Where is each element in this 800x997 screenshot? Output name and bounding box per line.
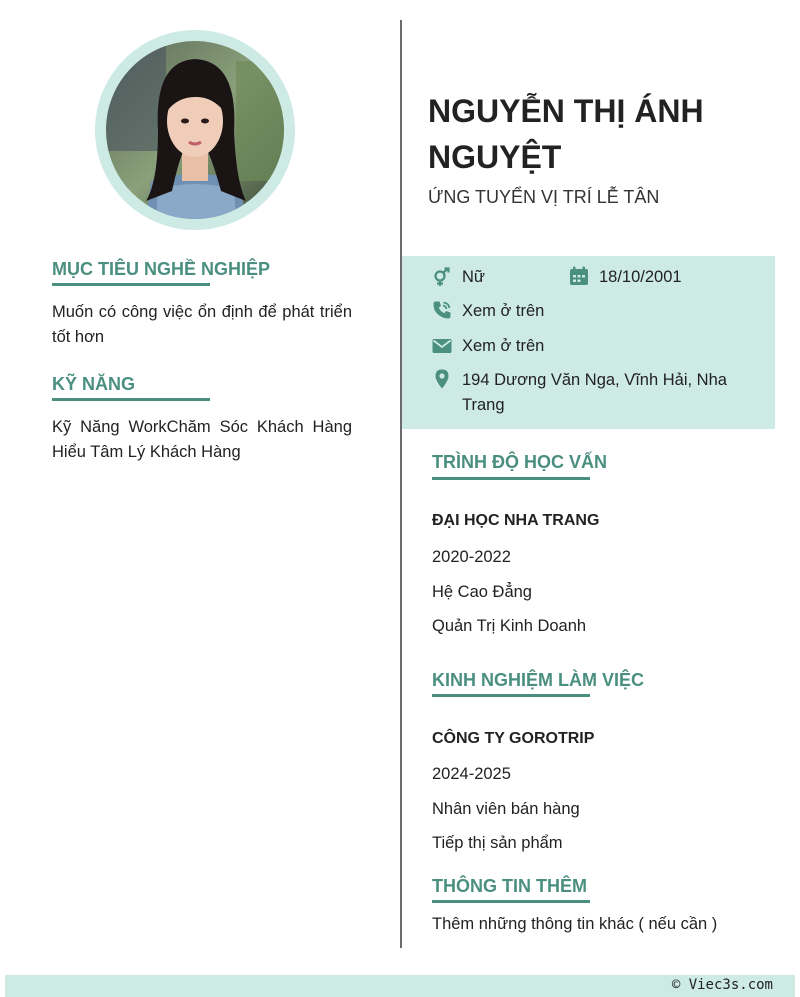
contact-panel [402, 256, 775, 429]
objective-underline [52, 283, 210, 286]
education-title: TRÌNH ĐỘ HỌC VẤN [432, 452, 607, 472]
avatar-frame [95, 30, 295, 230]
experience-underline [432, 694, 590, 697]
extra-text: Thêm những thông tin khác ( nếu cần ) [432, 915, 718, 933]
email-value: Xem ở trên [462, 337, 545, 355]
experience-years: 2024-2025 [432, 765, 511, 783]
email-icon [432, 336, 452, 356]
footer-credit: © Viec3s.com [671, 977, 773, 993]
phone-value: Xem ở trên [462, 302, 545, 320]
experience-title: KINH NGHIỆM LÀM VIỆC [432, 670, 645, 690]
applied-position: ỨNG TUYỂN VỊ TRÍ LỄ TÂN [428, 187, 660, 207]
address-value: 194 Dương Văn Nga, Vĩnh Hải, Nha Trang [462, 371, 727, 414]
education-level: Hệ Cao Đẳng [432, 583, 532, 601]
location-pin-icon [432, 369, 452, 389]
experience-role: Nhân viên bán hàng [432, 800, 580, 818]
avatar [106, 41, 284, 219]
objective-text: Muốn có công việc ổn định để phát triển tốt hơn [52, 303, 352, 346]
skills-underline [52, 398, 210, 401]
objective-title: MỤC TIÊU NGHỀ NGHIỆP [52, 259, 271, 279]
gender-icon [432, 267, 452, 287]
experience-company: CÔNG TY GOROTRIP [432, 730, 595, 747]
birthdate-value: 18/10/2001 [599, 268, 682, 286]
experience-duty: Tiếp thị sản phẩm [432, 834, 563, 852]
calendar-icon [569, 266, 589, 286]
extra-underline [432, 900, 590, 903]
column-divider [400, 20, 402, 948]
footer-bar [5, 975, 795, 997]
education-underline [432, 477, 590, 480]
education-major: Quản Trị Kinh Doanh [432, 617, 587, 635]
skills-text: Kỹ Năng WorkChăm Sóc Khách Hàng Hiểu Tâm Lý Khách Hàng [52, 418, 352, 461]
education-school: ĐẠI HỌC NHA TRANG [432, 512, 600, 529]
extra-title: THÔNG TIN THÊM [432, 876, 587, 896]
skills-title: KỸ NĂNG [52, 374, 136, 394]
candidate-name: NGUYỄN THỊ ÁNH NGUYỆT [428, 93, 704, 175]
phone-icon [432, 300, 452, 320]
education-years: 2020-2022 [432, 548, 511, 566]
gender-value: Nữ [462, 268, 485, 286]
